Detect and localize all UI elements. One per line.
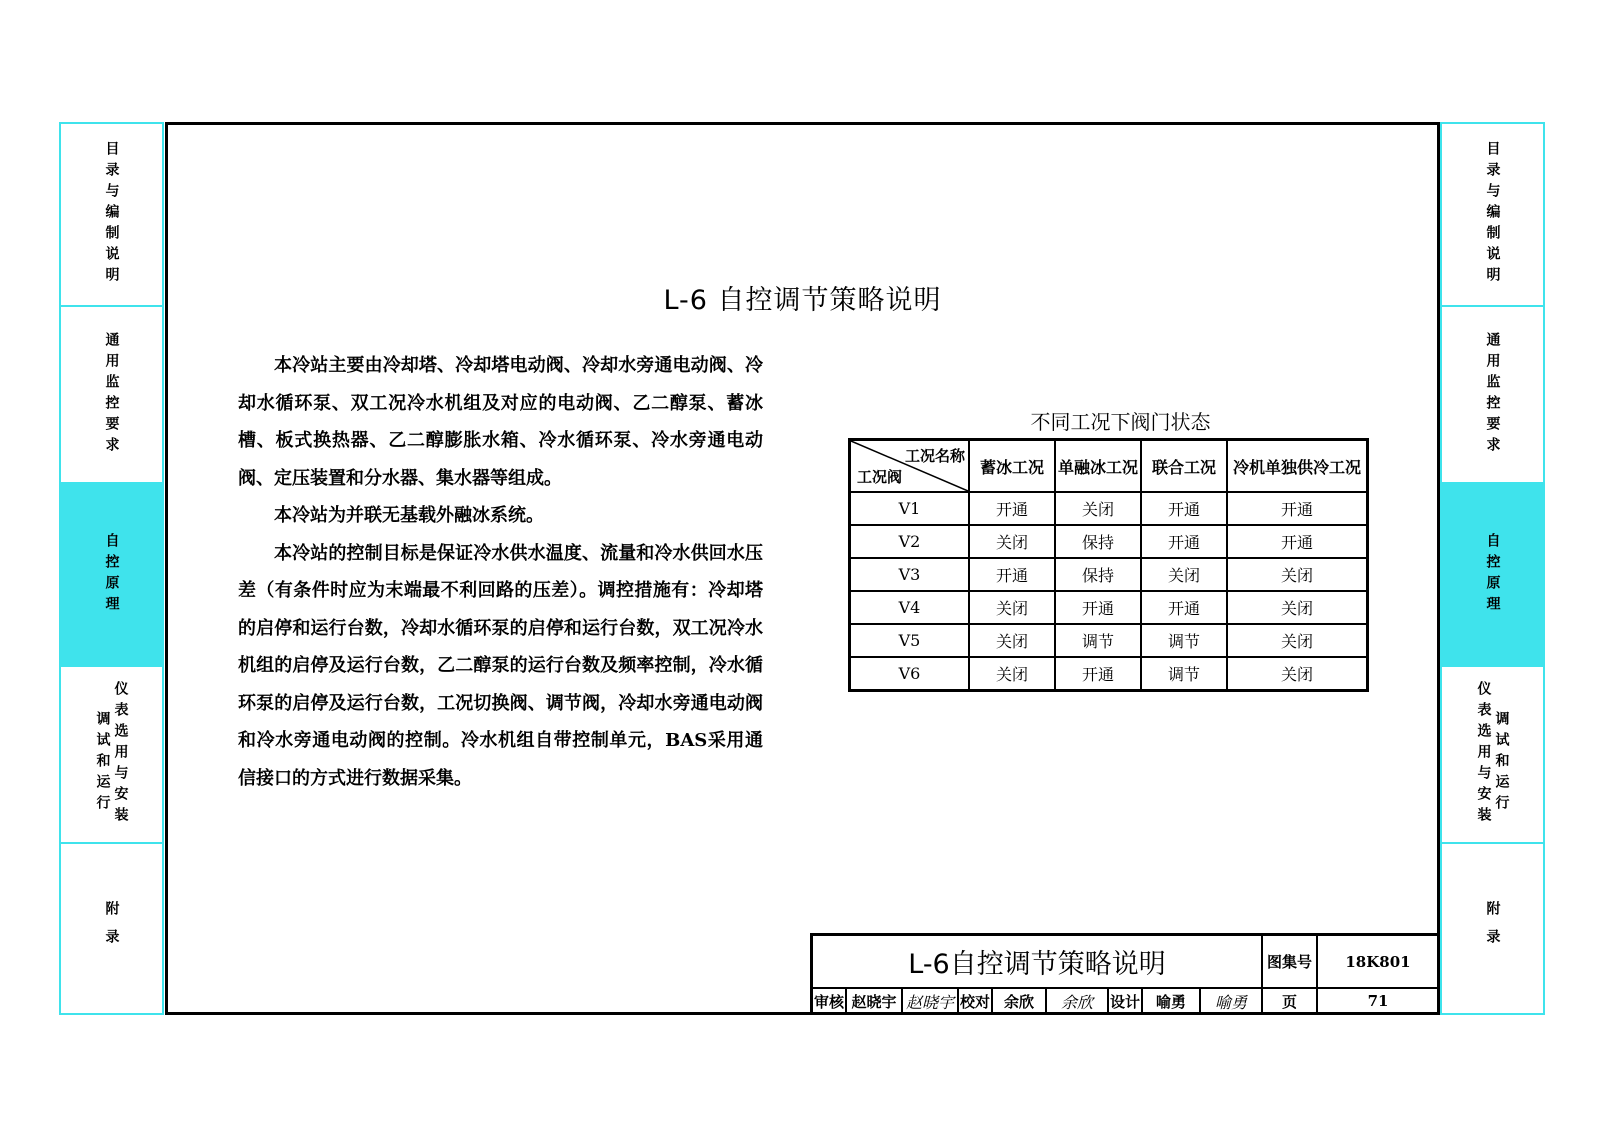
page-label: 页 xyxy=(1263,989,1318,1015)
reviewer-name: 赵晓宇 xyxy=(847,989,903,1015)
table-row xyxy=(850,492,1368,525)
state-cell: 开通 xyxy=(969,492,1055,525)
column-header: 联合工况 xyxy=(1141,440,1227,493)
table-caption: 不同工况下阀门状态 xyxy=(1030,410,1211,434)
paragraph-control-goals: 本冷站的控制目标是保证冷水供水温度、流量和冷水供回水压差（有条件时应为末端最不利回路的压差）。调控措施有：冷却塔的启停和运行台数，冷却水循环泵的启停和运行台数，双工况冷水机组的启停及运行台数，乙二醇泵的运行台数及频率控制，冷水循环泵的启停及运行台数，工况切换阀、调节阀，冷却水旁通电动阀和冷水旁通电动阀的控制。冷水机组自带控制单元，BAS采用通信接口的方式进行数据采集。 xyxy=(238,542,763,789)
state-cell: 调节 xyxy=(1055,624,1141,657)
check-label: 校对 xyxy=(959,989,993,1015)
table-header-row xyxy=(850,440,1368,493)
state-cell: 关闭 xyxy=(969,624,1055,657)
state-cell: 保持 xyxy=(1055,525,1141,558)
tab-instrument-right-label-b: 调试和运行 xyxy=(1493,711,1510,816)
valve-id-cell: V5 xyxy=(850,624,970,657)
checker-name: 余欣 xyxy=(993,989,1047,1015)
state-cell: 关闭 xyxy=(969,657,1055,691)
page-number: 71 xyxy=(1318,989,1438,1015)
valve-id-cell: V1 xyxy=(850,492,970,525)
tab-general-monitoring-right-label: 通用监控要求 xyxy=(1484,331,1501,458)
corner-top-label: 工况名称 xyxy=(904,447,965,465)
tab-appendix-right-label: 附录 xyxy=(1484,900,1501,957)
tab-contents-right[interactable] xyxy=(1442,124,1543,307)
atlas-number: 18K801 xyxy=(1318,936,1438,989)
state-cell: 开通 xyxy=(1141,591,1227,624)
tab-appendix-right[interactable] xyxy=(1442,844,1543,1013)
description-text xyxy=(238,347,763,797)
state-cell: 调节 xyxy=(1141,657,1227,691)
table-row xyxy=(850,624,1368,657)
state-cell: 关闭 xyxy=(1141,558,1227,591)
state-cell: 保持 xyxy=(1055,558,1141,591)
corner-bottom-label: 工况阀 xyxy=(857,468,903,486)
valve-id-cell: V6 xyxy=(850,657,970,691)
tab-instrument-right-label-a: 仪表选用与安装 xyxy=(1475,681,1492,828)
tab-appendix-label: 附录 xyxy=(103,900,120,957)
drawing-frame xyxy=(165,122,1440,1015)
state-cell: 关闭 xyxy=(1055,492,1141,525)
state-cell: 关闭 xyxy=(1227,624,1368,657)
tab-general-monitoring-right[interactable] xyxy=(1442,307,1543,484)
tab-contents-right-label: 目录与编制说明 xyxy=(1484,141,1501,288)
design-label: 设计 xyxy=(1109,989,1143,1015)
valve-id-cell: V2 xyxy=(850,525,970,558)
title-block-title: L-6自控调节策略说明 xyxy=(813,936,1263,989)
tab-instrument[interactable] xyxy=(61,667,162,844)
atlas-label: 图集号 xyxy=(1263,936,1318,989)
table-row xyxy=(850,591,1368,624)
tab-contents-label: 目录与编制说明 xyxy=(103,141,120,288)
tab-general-monitoring[interactable] xyxy=(61,307,162,484)
reviewer-signature: 赵晓宇 xyxy=(903,989,959,1015)
state-cell: 开通 xyxy=(1141,525,1227,558)
column-header: 单融冰工况 xyxy=(1055,440,1141,493)
paragraph-composition: 本冷站主要由冷却塔、冷却塔电动阀、冷却水旁通电动阀、冷却水循环泵、双工况冷水机组及对应的电动阀、乙二醇泵、蓄冰槽、板式换热器、乙二醇膨胀水箱、冷水循环泵、冷水旁通电动阀、定压装置和分水器、集水器等组成。 xyxy=(238,355,763,489)
column-header: 蓄冰工况 xyxy=(969,440,1055,493)
column-header: 冷机单独供冷工况 xyxy=(1227,440,1368,493)
valve-id-cell: V3 xyxy=(850,558,970,591)
tab-control-principle-right-label: 自控原理 xyxy=(1484,532,1501,617)
state-cell: 调节 xyxy=(1141,624,1227,657)
title-block xyxy=(810,933,1440,1015)
state-cell: 开通 xyxy=(1227,525,1368,558)
tab-control-principle-right[interactable] xyxy=(1442,484,1543,667)
page-title: L-6 自控调节策略说明 xyxy=(663,285,942,316)
tab-contents[interactable] xyxy=(61,124,162,307)
right-nav-column xyxy=(1440,122,1545,1015)
review-label: 审核 xyxy=(813,989,847,1015)
left-nav-column xyxy=(59,122,164,1015)
paragraph-system-type: 本冷站为并联无基载外融冰系统。 xyxy=(274,505,544,526)
tab-instrument-label-a: 仪表选用与安装 xyxy=(112,681,129,828)
state-cell: 开通 xyxy=(1141,492,1227,525)
table-row xyxy=(850,558,1368,591)
state-cell: 开通 xyxy=(969,558,1055,591)
state-cell: 关闭 xyxy=(969,525,1055,558)
checker-signature: 余欣 xyxy=(1047,989,1109,1015)
table-row xyxy=(850,525,1368,558)
state-cell: 开通 xyxy=(1055,657,1141,691)
table-row xyxy=(850,657,1368,691)
designer-signature: 喻勇 xyxy=(1201,989,1263,1015)
tab-control-principle-label: 自控原理 xyxy=(103,532,120,617)
state-cell: 开通 xyxy=(1055,591,1141,624)
state-cell: 开通 xyxy=(1227,492,1368,525)
state-cell: 关闭 xyxy=(1227,657,1368,691)
tab-control-principle[interactable] xyxy=(61,484,162,667)
table-corner-cell xyxy=(850,440,970,493)
designer-name: 喻勇 xyxy=(1143,989,1201,1015)
state-cell: 关闭 xyxy=(969,591,1055,624)
valve-state-table xyxy=(848,438,1369,692)
tab-appendix[interactable] xyxy=(61,844,162,1013)
state-cell: 关闭 xyxy=(1227,558,1368,591)
valve-id-cell: V4 xyxy=(850,591,970,624)
tab-instrument-right[interactable] xyxy=(1442,667,1543,844)
tab-general-monitoring-label: 通用监控要求 xyxy=(103,331,120,458)
tab-instrument-label-b: 调试和运行 xyxy=(94,711,111,816)
state-cell: 关闭 xyxy=(1227,591,1368,624)
